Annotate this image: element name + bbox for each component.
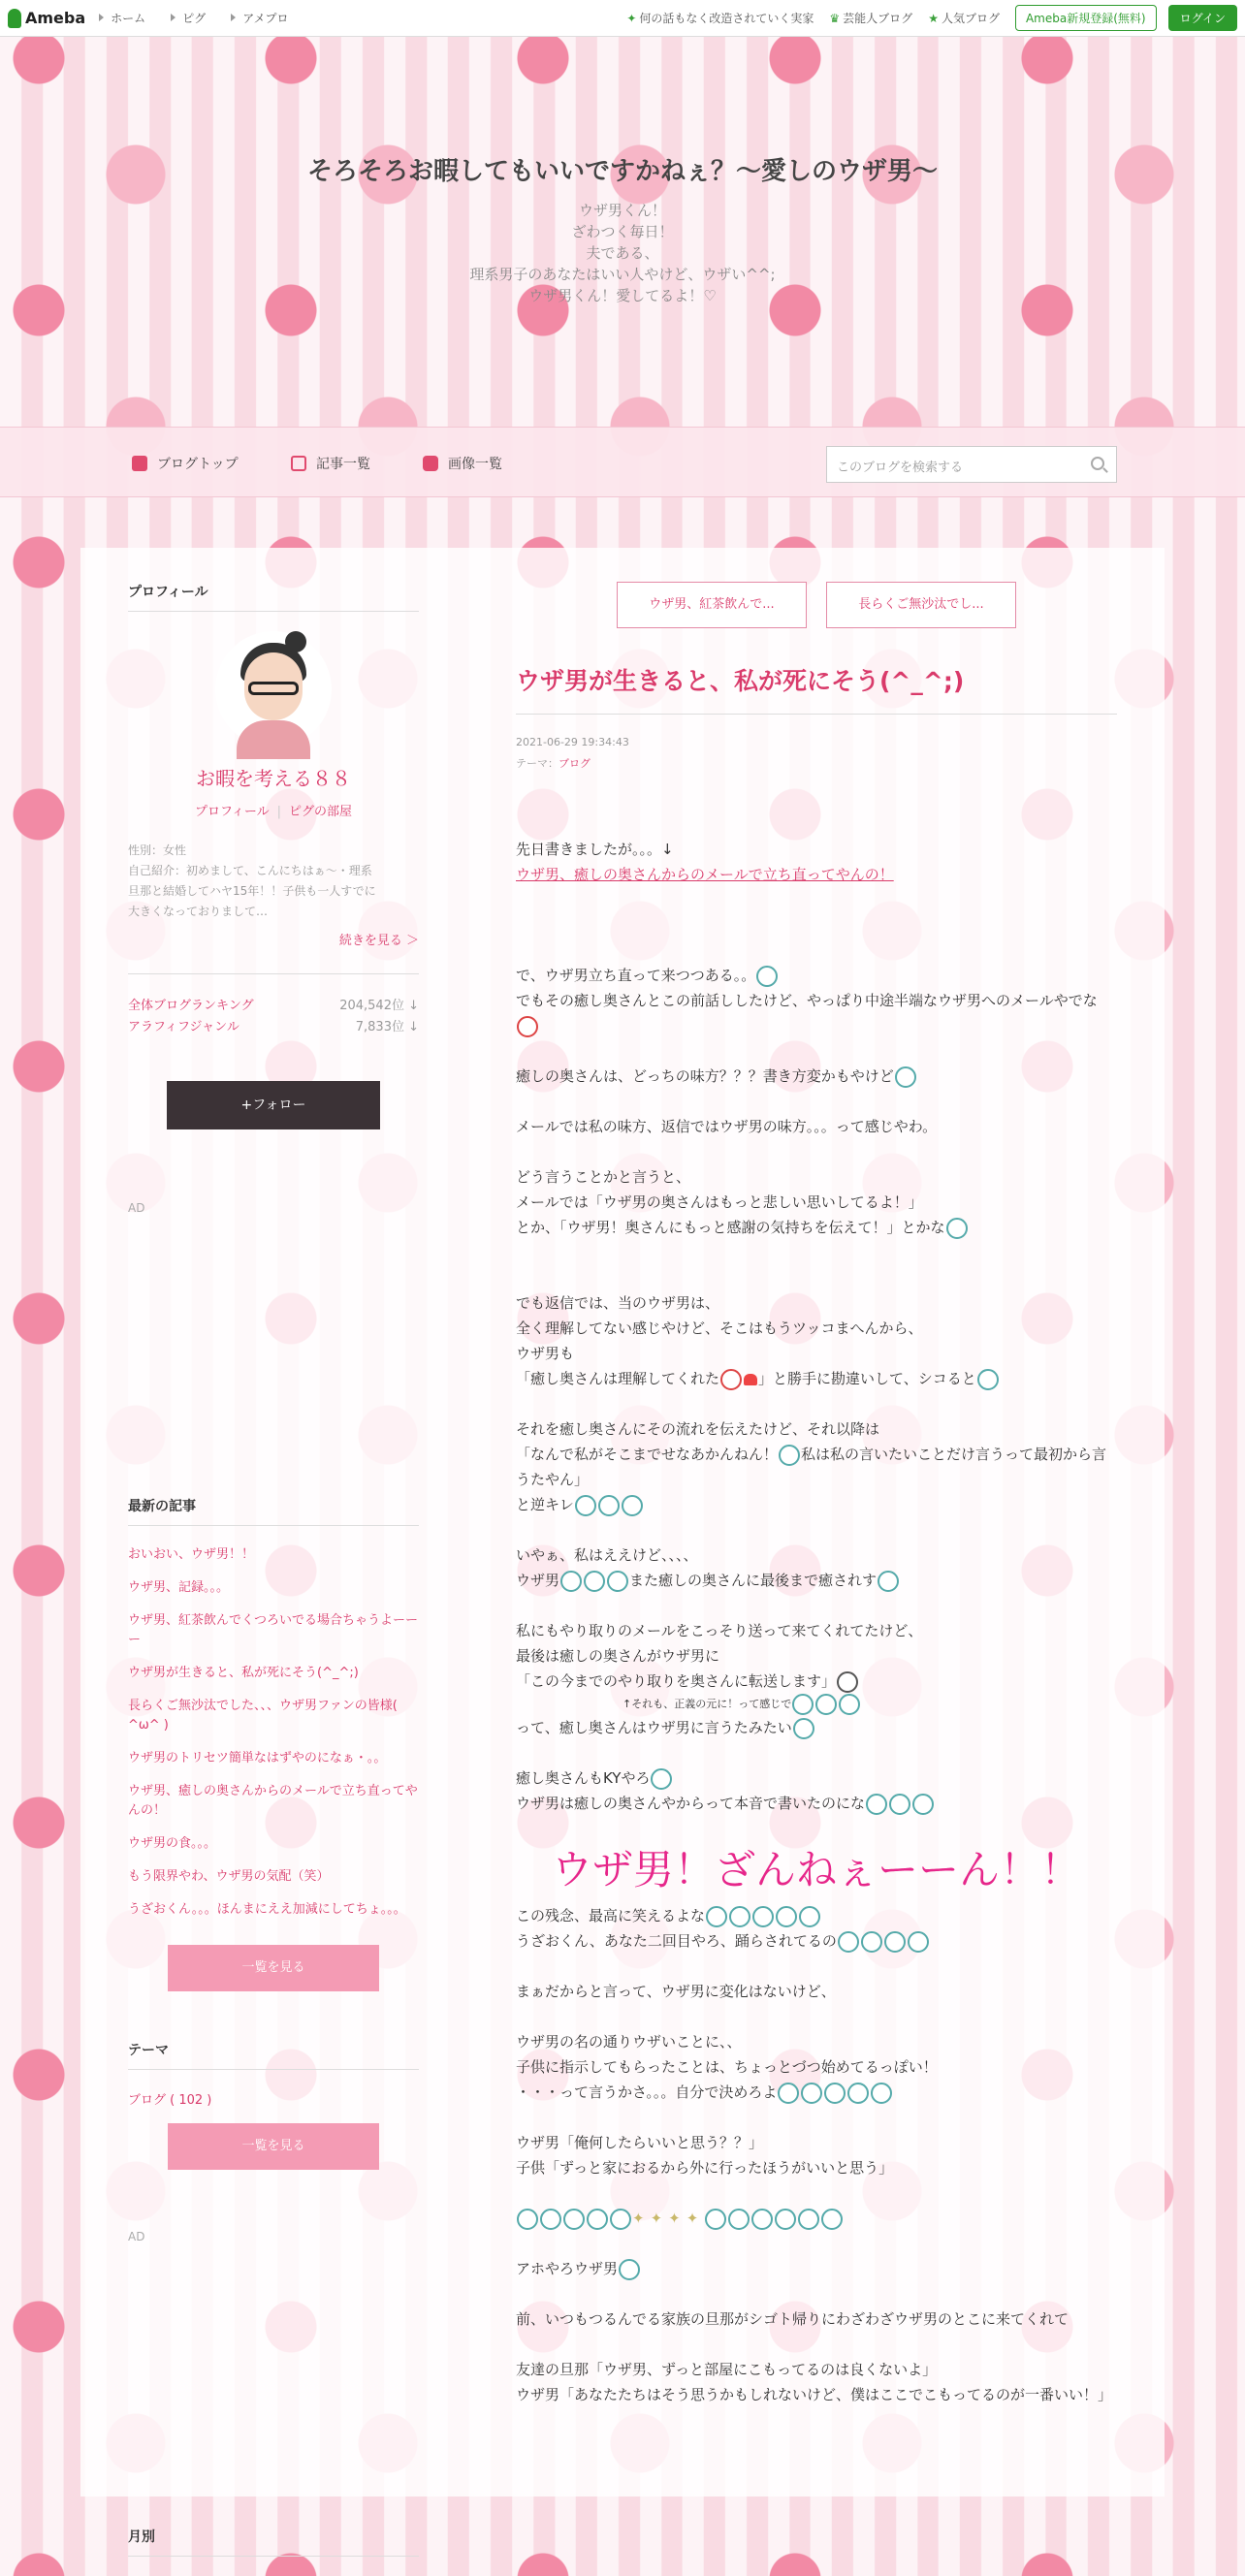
body-text: でも返信では、当のウザ男は、 — [516, 1294, 720, 1312]
camera-icon — [423, 456, 438, 471]
emoji-icon — [946, 1218, 968, 1239]
ad-label: AD — [128, 2230, 145, 2243]
body-text: ウザ男も — [516, 1345, 575, 1362]
topbar-featured-link[interactable] — [626, 10, 814, 26]
blog-top-label: ブログトップ — [157, 457, 239, 472]
emoji-icon — [884, 1931, 906, 1953]
ranking-box — [128, 973, 419, 1038]
emoji-icon — [598, 1495, 620, 1516]
body-text: ウザ男は癒しの奥さんやからって本音で書いたのにな — [516, 1795, 866, 1812]
body-text: どう言うことかと言うと、 — [516, 1168, 691, 1186]
body-text: 「癒し奥さんは理解してくれた — [516, 1370, 720, 1387]
topbar-celebrity-blog-link[interactable] — [829, 10, 912, 26]
document-icon — [132, 456, 147, 471]
emoji-icon — [587, 2209, 608, 2230]
emoji-icon — [801, 2083, 822, 2104]
entry-list-label: 記事一覧 — [316, 457, 370, 472]
sparkle-icon: ✦✦✦✦ — [632, 2210, 705, 2227]
entry-date: 2021-06-29 19:34:43 — [516, 736, 629, 748]
body-text — [516, 1568, 1117, 1593]
blog-description — [0, 200, 1245, 306]
body-text: で、ウザ男立ち直って来つつある。。 — [516, 967, 756, 984]
ranking-value: 7,833位 ↓ — [355, 1020, 419, 1034]
featured-link-text: 何の話もなく改造されていく実家 — [639, 12, 814, 25]
emoji-icon — [871, 2083, 892, 2104]
theme-heading: テーマ — [128, 2040, 419, 2070]
ameba-leaf-icon — [8, 9, 21, 28]
body-text — [516, 1492, 1117, 1517]
emoji-icon — [607, 1571, 628, 1592]
pigg-room-link[interactable]: ピグの部屋 — [289, 805, 353, 819]
emoji-icon — [563, 2209, 585, 2230]
ad-label: AD — [128, 1201, 145, 1215]
entry-theme-link[interactable]: ブログ — [559, 757, 591, 770]
emoji-icon — [619, 2259, 640, 2280]
follow-button[interactable]: +フォロー — [167, 1081, 380, 1129]
ranking-row — [128, 1017, 419, 1038]
body-text: メールでは「ウザ男の奥さんはもっと悲しい思いしてるよ！」 — [516, 1193, 923, 1211]
body-text: アホやろウザ男 — [516, 2260, 619, 2277]
ameba-logo-text: Ameba — [25, 9, 86, 27]
emoji-icon — [839, 1694, 860, 1715]
emoji-icon — [861, 1931, 882, 1953]
recent-item[interactable]: ウザ男、紅茶飲んでくつろいでる場合ちゃうよーーー — [128, 1613, 419, 1647]
emoji-icon — [752, 1906, 774, 1927]
intro-line: 大きくなっておりまして… — [128, 905, 269, 918]
emoji-icon — [517, 2209, 538, 2230]
ranking-genre-link[interactable]: アラフィフジャンル — [128, 1020, 239, 1034]
emoji-icon — [775, 2209, 796, 2230]
avatar-bun — [285, 631, 306, 652]
emoji-icon — [878, 1571, 899, 1592]
body-text — [516, 1791, 1117, 1816]
blog-nav — [0, 427, 1245, 497]
intro-line: 性別：女性 — [128, 843, 187, 857]
emoji-icon — [778, 2083, 799, 2104]
related-entry-link[interactable]: ウザ男、癒しの奥さんからのメールで立ち直ってやんの！ — [516, 866, 894, 883]
blog-header — [0, 37, 1245, 425]
profile-name[interactable]: お暇を考える８８ — [196, 767, 351, 790]
body-text: それを癒し奥さんにその流れを伝えたけど、それ以降は — [516, 1420, 880, 1438]
register-button[interactable]: Ameba新規登録(無料) — [1015, 5, 1157, 31]
emoji-icon — [560, 1571, 582, 1592]
recent-list-button[interactable]: 一覧を見る — [168, 1945, 379, 1991]
entry-list-link[interactable] — [291, 454, 370, 473]
emoji-icon — [540, 2209, 561, 2230]
crown-icon: ♛ — [829, 12, 841, 25]
theme-list-button[interactable]: 一覧を見る — [168, 2123, 379, 2170]
emoji-icon — [728, 2209, 750, 2230]
search-placeholder: このブログを検索する — [837, 461, 964, 475]
emoji-icon — [838, 1931, 859, 1953]
recent-item[interactable]: うざおくん。。。ほんまにええ加減にしてちょ。。。 — [128, 1902, 406, 1917]
sparkle-icon: ✦ — [626, 12, 637, 25]
body-text: 私にもやり取りのメールをこっそり送って来てくれてたけど、 — [516, 1622, 923, 1639]
body-text: 最後は癒しの奥さんがウザ男に — [516, 1647, 720, 1665]
body-text — [516, 1366, 1117, 1391]
emoji-icon — [798, 2209, 819, 2230]
image-list-label: 画像一覧 — [448, 457, 502, 472]
body-text — [516, 1928, 1117, 1954]
blog-title[interactable]: そろそろお暇してもいいですかねぇ？〜愛しのウザ男〜 — [306, 157, 938, 186]
ranking-value: 204,542位 ↓ — [339, 999, 419, 1013]
body-text — [516, 2080, 1117, 2105]
body-text: と逆キレ — [516, 1496, 574, 1513]
body-text: この残念、最高に笑えるよな — [516, 1907, 706, 1924]
emoji-icon — [776, 1906, 797, 1927]
body-text: ↑それも、正義の元に！って感じで — [622, 1698, 792, 1710]
entry-title[interactable]: ウザ男が生きると、私が死にそう(^_^;) — [516, 669, 1117, 715]
login-button[interactable]: ログイン — [1168, 5, 1237, 31]
body-text: 私は私の言いたいことだけ言うって最初から言うたやん」 — [516, 1446, 1107, 1488]
body-text: 「なんで私がそこまでせなあかんねん！ — [516, 1446, 779, 1463]
recent-item[interactable]: ウザ男が生きると、私が死にそう(^_^;) — [128, 1666, 359, 1680]
emoji-icon — [575, 1495, 596, 1516]
recent-list — [128, 1545, 419, 1920]
body-text — [516, 1215, 1117, 1240]
emoji-icon — [847, 2083, 869, 2104]
nav-home[interactable]: ホーム — [99, 10, 145, 26]
heart-icon — [744, 1374, 757, 1385]
ameba-topbar — [0, 0, 1245, 37]
recent-item[interactable]: ウザ男、癒しの奥さんからのメールで立ち直ってやんの！ — [128, 1784, 418, 1818]
desc-line: ウザ男くん！ — [578, 202, 666, 219]
body-text — [516, 1765, 1117, 1791]
theme-label: テーマ： — [516, 757, 559, 770]
ranking-overall-link[interactable]: 全体ブログランキング — [128, 999, 254, 1013]
body-text — [516, 1694, 1117, 1715]
emoji-icon — [792, 1694, 814, 1715]
emoji-icon — [651, 1768, 672, 1790]
theme-item[interactable]: ブログ ( 102 ) — [128, 2093, 212, 2108]
emoji-icon — [977, 1369, 999, 1390]
body-text: でもその癒し奥さんとこの前話ししたけど、やっぱり中途半端なウザ男へのメールやでな — [516, 992, 1098, 1009]
emoji-icon — [793, 1718, 814, 1739]
body-text: うざおくん、あなた二回目やろ、踊らされてるの — [516, 1932, 837, 1950]
profile-link[interactable]: プロフィール — [194, 805, 270, 819]
body-text: 癒しの奥さんは、どっちの味方？？？書き方変かもやけど — [516, 1067, 894, 1085]
entry-theme-row — [516, 753, 1117, 775]
body-text: メールでは私の味方、返信ではウザ男の味方。。。って感じやわ。 — [516, 1118, 938, 1135]
emoji-icon — [706, 1906, 727, 1927]
recent-item[interactable]: ウザ男の食。。。 — [128, 1836, 217, 1851]
emoji-icon — [751, 2209, 773, 2230]
desc-line: ざわつく毎日！ — [571, 223, 674, 240]
emoji-icon — [584, 1571, 605, 1592]
ranking-row — [128, 996, 419, 1017]
avatar[interactable] — [215, 631, 332, 747]
ameba-logo[interactable] — [8, 9, 85, 28]
body-text — [516, 2256, 1117, 2281]
emoji-icon — [866, 1794, 887, 1815]
body-text — [516, 1715, 1117, 1740]
avatar-body — [237, 720, 310, 759]
body-text: ウザ男「俺何したらいいと思う？？」 — [516, 2134, 764, 2151]
body-text: いやぁ、私はええけど、、、、 — [516, 1546, 698, 1564]
body-text — [516, 1064, 1117, 1089]
entry-body — [516, 837, 1117, 2407]
emoji-icon — [821, 2209, 843, 2230]
profile-heading: プロフィール — [128, 582, 419, 612]
recent-item[interactable]: ウザ男のトリセツ簡単なはずやのになぁ・。。 — [128, 1751, 387, 1765]
emoji-icon — [720, 1369, 742, 1390]
emoji-icon — [799, 1906, 820, 1927]
recent-heading: 最新の記事 — [128, 1496, 419, 1526]
star-icon: ★ — [928, 12, 939, 25]
big-headline: ウザ男！ざんねぇーーん！！ — [551, 1846, 1081, 1893]
emoji-icon — [837, 1671, 858, 1693]
body-text: とか、「ウザ男！奥さんにもっと感謝の気持ちを伝えて！」とかな — [516, 1219, 945, 1236]
recent-item[interactable]: おいおい、ウザ男！！ — [128, 1547, 255, 1562]
nav-pigg[interactable]: ピグ — [171, 10, 206, 26]
entry-pager — [516, 582, 1117, 628]
body-text: 癒し奥さんもKYやろ — [516, 1769, 651, 1787]
emoji-icon — [912, 1794, 934, 1815]
body-text — [516, 963, 1117, 988]
emoji-icon — [895, 1066, 916, 1088]
recent-item[interactable]: もう限界やわ、ウザ男の気配（笑） — [128, 1869, 330, 1884]
monthly-heading: 月別 — [128, 2527, 419, 2557]
desc-line: 夫である、 — [586, 244, 659, 262]
avatar-glasses — [248, 682, 299, 695]
emoji-icon — [815, 1694, 837, 1715]
body-text: 「この今までのやり取りを奥さんに転送します」 — [516, 1672, 837, 1690]
next-entry-button[interactable]: 長らくご無沙汰でし... — [826, 582, 1016, 628]
desc-line: 理系男子のあなたはいい人やけど、ウザい^^; — [469, 266, 776, 283]
read-more-link[interactable]: 続きを見る ＞ — [338, 934, 419, 948]
body-text — [516, 1903, 1117, 1928]
image-list-link[interactable] — [423, 454, 502, 473]
copy-icon — [291, 456, 306, 471]
emoji-icon — [517, 1016, 538, 1037]
emoji-icon — [908, 1931, 929, 1953]
body-text: 」と勝手に勘違いして、シコると — [758, 1370, 976, 1387]
body-text: ウザ男「あなたたちはそう思うかもしれないけど、僕はここでこもってるのが一番いい！」 — [516, 2386, 1113, 2403]
body-text: って、癒し奥さんはウザ男に言うたみたい — [516, 1719, 792, 1736]
profile-links — [128, 801, 419, 819]
prev-entry-button[interactable]: ウザ男、紅茶飲んで... — [617, 582, 807, 628]
emoji-icon — [889, 1794, 910, 1815]
emoji-icon — [610, 2209, 631, 2230]
topbar-popular-blog-link[interactable] — [928, 10, 1000, 26]
body-text: ウザ男の名の通りウザいことに、、 — [516, 2033, 742, 2051]
emoji-icon — [756, 966, 778, 987]
body-text — [516, 988, 1117, 1038]
blog-top-link[interactable] — [132, 454, 239, 473]
popular-link-text: 人気ブログ — [941, 12, 1000, 25]
topbar-nav — [99, 10, 313, 26]
entry-main — [516, 582, 1117, 2407]
body-text — [516, 1442, 1117, 1492]
body-text: 子供に指示してもらったことは、ちょっとづつ始めてるっぽい！ — [516, 2058, 938, 2076]
body-text: 子供「ずっと家におるから外に行ったほうがいいと思う」 — [516, 2159, 894, 2177]
blog-search-input[interactable] — [826, 446, 1117, 483]
profile-intro — [128, 841, 419, 922]
celebrity-link-text: 芸能人ブログ — [843, 12, 913, 25]
intro-line: 自己紹介：初めまして、こんにちはぁ〜・理系 — [128, 864, 372, 877]
desc-line: ウザ男くん！愛してるよ！♡ — [528, 287, 717, 304]
intro-line: 旦那と結婚してハヤ15年！！子供も一人すでに — [128, 884, 376, 898]
emoji-icon — [824, 2083, 846, 2104]
emoji-icon — [729, 1906, 750, 1927]
body-text: 全く理解してない感じやけど、そこはもうツッコまへんから、 — [516, 1320, 923, 1337]
emoji-row — [516, 2206, 1117, 2231]
body-text: ウザ男 — [516, 1572, 560, 1589]
body-text: まぁだからと言って、ウザ男に変化はないけど、 — [516, 1983, 836, 2000]
body-text: 先日書きましたが。。。↓ — [516, 841, 674, 858]
divider: | — [276, 805, 282, 819]
entry-meta — [516, 732, 1117, 775]
body-text: また癒しの奥さんに最後まで癒されす — [629, 1572, 878, 1589]
emoji-icon — [705, 2209, 726, 2230]
body-text: 前、いつもつるんでる家族の旦那がシゴト帰りにわざわざウザ男のとこに来てくれて — [516, 2310, 1069, 2328]
emoji-icon — [622, 1495, 643, 1516]
sidebar — [128, 582, 419, 2576]
body-text: 友達の旦那「ウザ男、ずっと部屋にこもってるのは良くないよ」 — [516, 2361, 938, 2378]
nav-amepro[interactable]: アメプロ — [231, 10, 288, 26]
emoji-icon — [779, 1445, 800, 1466]
body-text — [516, 1669, 1117, 1694]
recent-item[interactable]: ウザ男、記録。。。 — [128, 1580, 230, 1595]
body-text: ・・・って言うかさ。。。自分で決めろよ — [516, 2083, 778, 2101]
search-icon[interactable] — [1091, 457, 1104, 470]
recent-item[interactable]: 長らくご無沙汰でした、、、ウザ男ファンの皆様( ^ω^ ) — [128, 1699, 398, 1733]
